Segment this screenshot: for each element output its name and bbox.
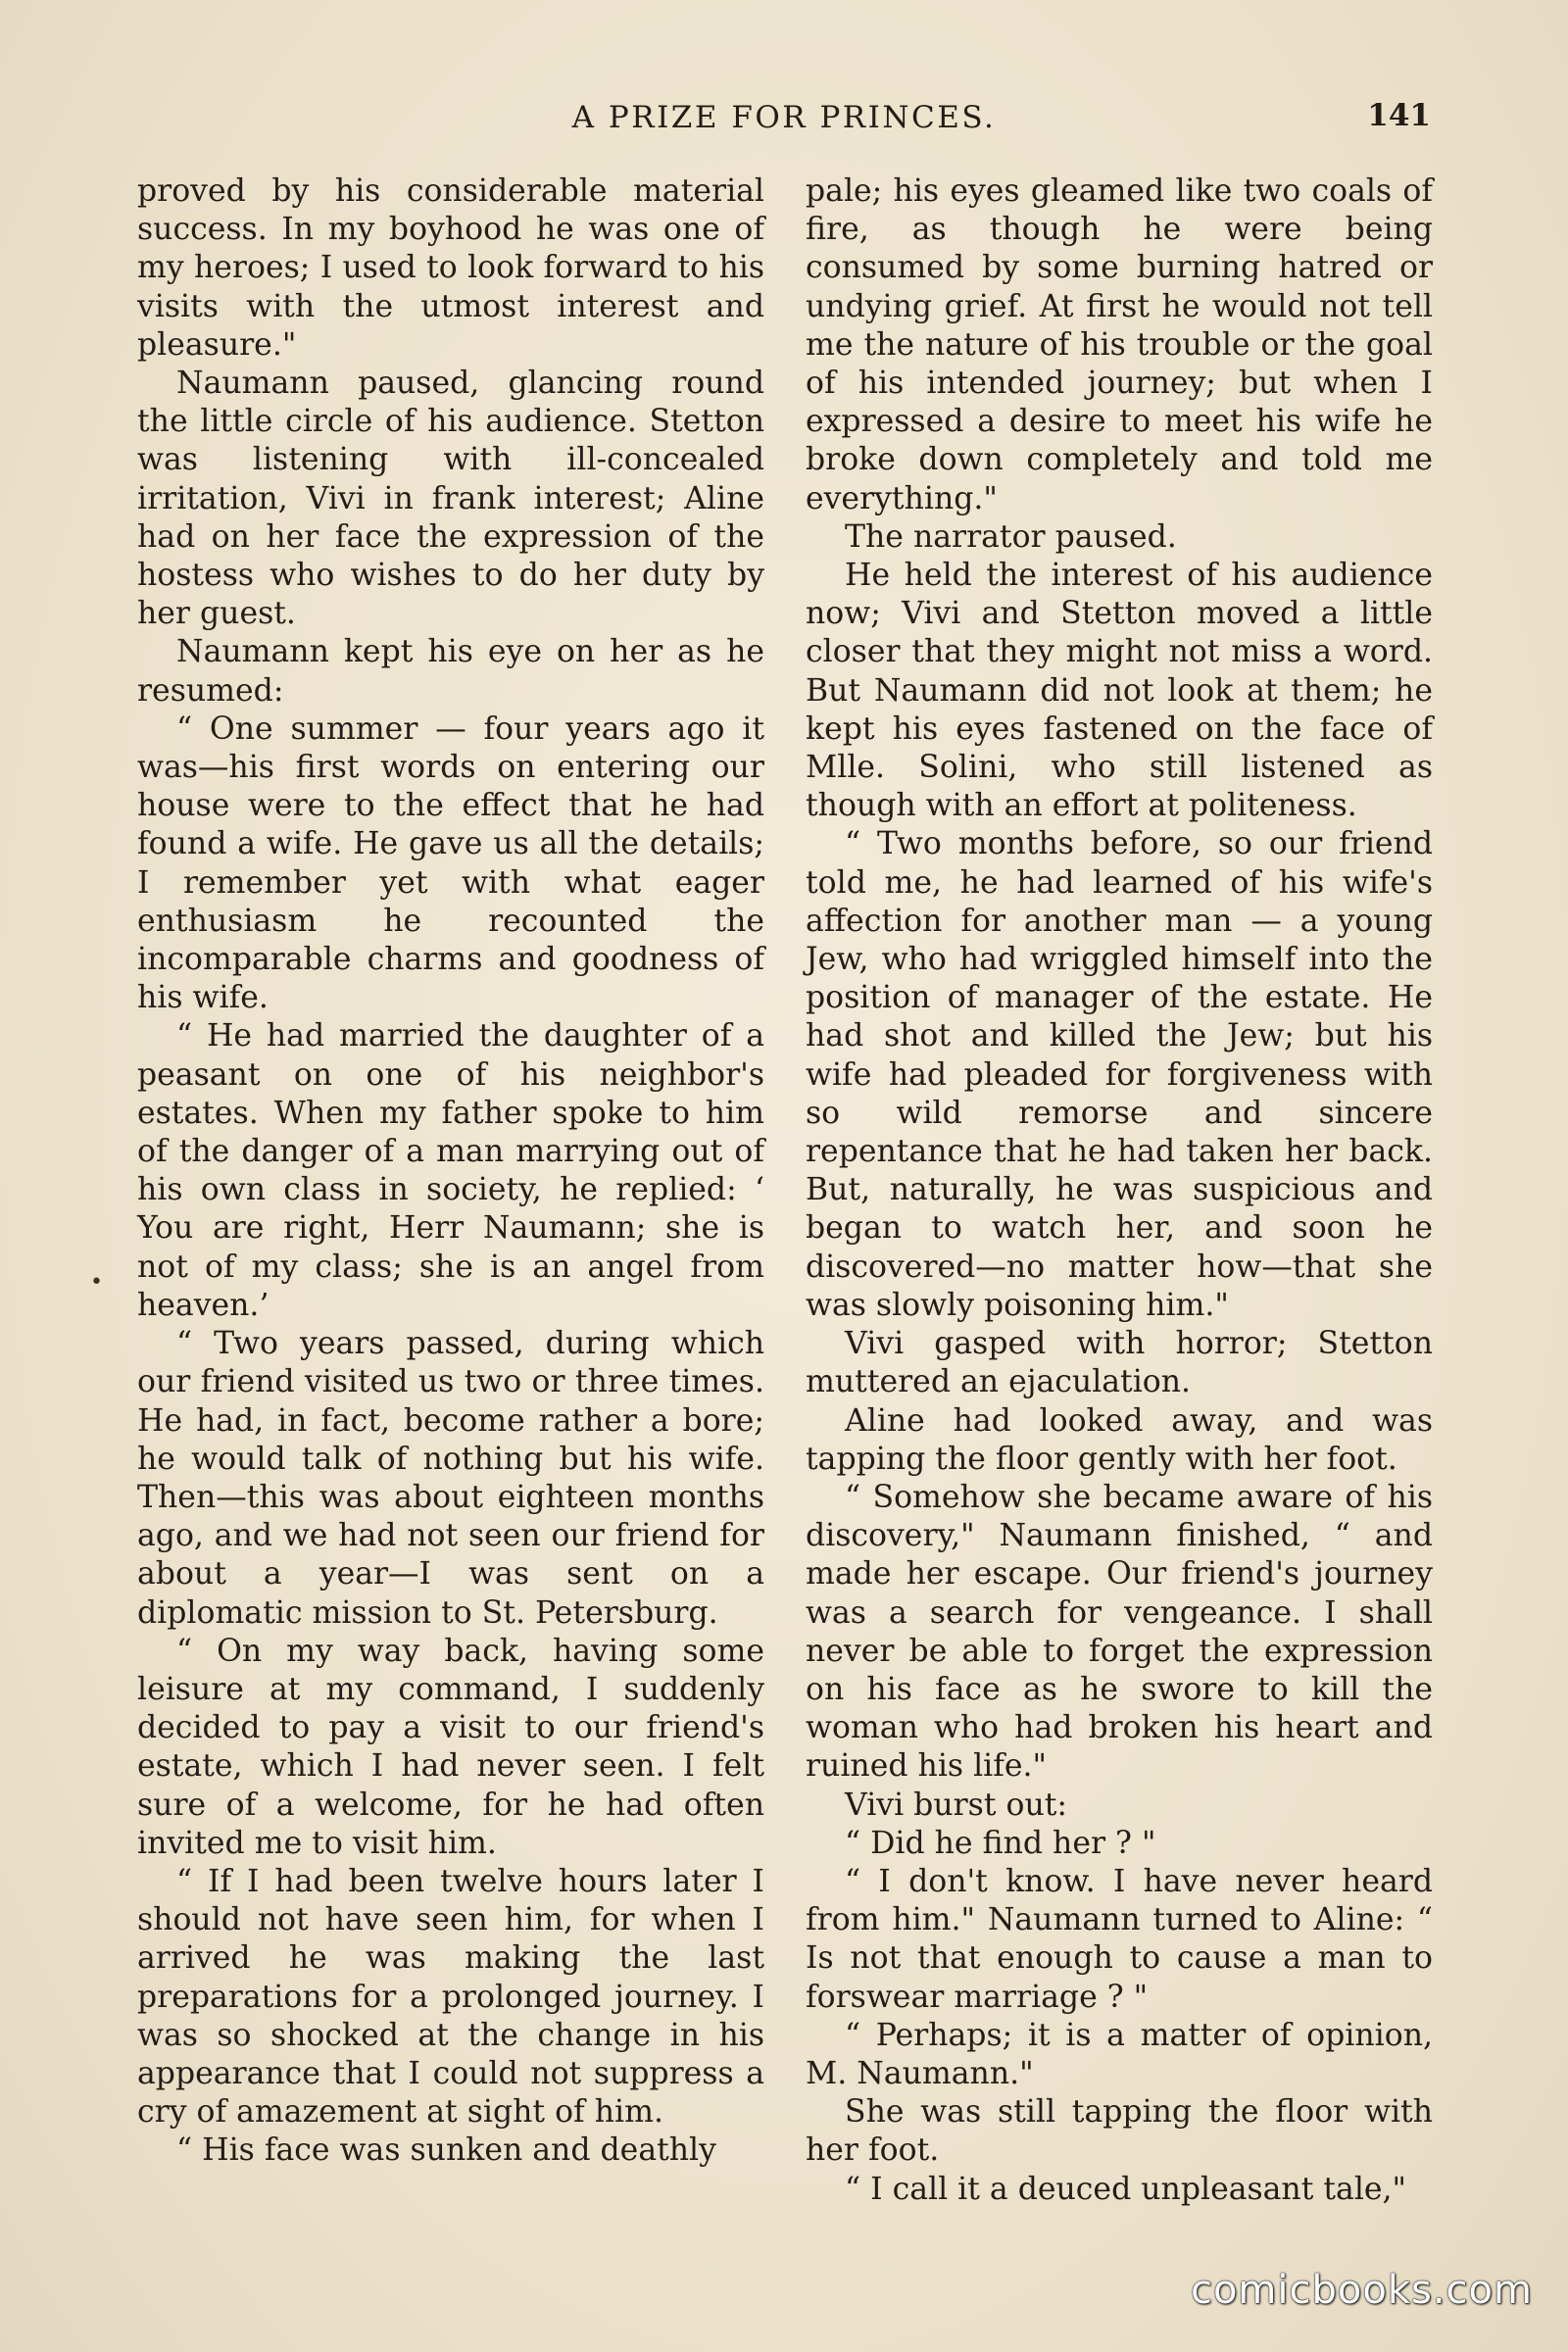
paragraph: “ His face was sunken and deathly [176, 2132, 716, 2169]
paragraph: “ Perhaps; it is a matter of opinion, M. Naumann." [806, 2017, 1433, 2091]
running-title: A PRIZE FOR PRINCES. [571, 100, 997, 135]
paragraph: Vivi burst out: [845, 1787, 1068, 1823]
paragraph: “ Did he find her ? " [845, 1825, 1156, 1861]
watermark-logo: comicbooks.com [1190, 2268, 1533, 2313]
paragraph: Naumann kept his eye on her as he resumed: [137, 634, 764, 709]
paragraph: proved by his considerable material success. In my boyhood he was one of my heroes; I used to look forward to his visits with the utmost interest and pleasure." [137, 173, 764, 363]
paragraph: “ He had married the daughter of a peasant on one of his neighbor's estates. When my father spoke to him of the danger of a man marrying out of his own class in society, he replied: ‘ You are right, Herr Naumann; she is not of my class; she is an angel from heaven.’ [137, 1018, 764, 1323]
paragraph: Naumann paused, glancing round the little circle of his audience. Stetton was listening with ill-concealed irritation, Vivi in frank interest; Aline had on her face the expression of the hostess who wishes to do her duty by her guest. [137, 366, 764, 632]
page-number: 141 [1367, 98, 1431, 133]
paragraph: “ I don't know. I have never heard from him." Naumann turned to Aline: “ Is not that enough to cause a man to forswear marriage ? " [806, 1863, 1433, 2015]
paragraph: She was still tapping the floor with her foot. [806, 2094, 1433, 2169]
paragraph: “ Somehow she became aware of his discovery," Naumann finished, “ and made her escape. Our friend's journey was a search for vengeance. I shall never be able to forget the expression on his face as he swore to kill the woman who had broken his heart and ruined his life." [806, 1479, 1433, 1785]
left-column [137, 172, 764, 2171]
right-column [806, 172, 1433, 2209]
paragraph: “ One summer — four years ago it was—his first words on entering our house were to the effect that he had found a wife. He gave us all the details; I remember yet with what eager enthusiasm he recounted the incomparable charms and goodness of his wife. [137, 710, 764, 1016]
margin-dot-mark: • [90, 1270, 103, 1295]
paragraph: Aline had looked away, and was tapping the floor gently with her foot. [806, 1402, 1433, 1477]
paragraph: Vivi gasped with horror; Stetton muttered an ejaculation. [806, 1326, 1433, 1400]
running-head [137, 94, 1431, 153]
paragraph: “ Two years passed, during which our friend visited us two or three times. He had, in fact, become rather a bore; he would talk of nothing but his wife. Then—this was about eighteen months ago, and we had not seen our friend for about a year—I was sent on a diplomatic mission to St. Petersburg. [137, 1326, 764, 1631]
paragraph: He held the interest of his audience now; Vivi and Stetton moved a little closer that they might not miss a word. But Naumann did not look at them; he kept his eyes fastened on the face of Mlle. Solini, who still listened as though with an effort at politeness. [806, 558, 1433, 824]
paragraph: “ Two months before, so our friend told me, he had learned of his wife's affection for another man — a young Jew, who had wriggled himself into the position of manager of the estate. He had shot and killed the Jew; but his wife had pleaded for forgiveness with so wild remorse and sincere repentance that he had taken her back. But, naturally, he was suspicious and began to watch her, and soon he discovered—no matter how—that she was slowly poisoning him." [806, 826, 1433, 1323]
paragraph: The narrator paused. [845, 518, 1177, 555]
paragraph: “ If I had been twelve hours later I should not have seen him, for when I arrived he was making the last preparations for a prolonged journey. I was so shocked at the change in his appearance that I could not suppress a cry of amazement at sight of him. [137, 1863, 764, 2131]
paragraph: pale; his eyes gleamed like two coals of fire, as though he were being consumed by some burning hatred or undying grief. At first he would not tell me the nature of his trouble or the goal of his intended journey; but when I expressed a desire to meet his wife he broke down completely and told me everything." [806, 173, 1433, 516]
paragraph: “ On my way back, having some leisure at my command, I suddenly decided to pay a visit to our friend's estate, which I had never seen. I felt sure of a welcome, for he had often invited me to visit him. [137, 1633, 764, 1861]
paragraph: “ I call it a deuced unpleasant tale," [845, 2171, 1407, 2207]
